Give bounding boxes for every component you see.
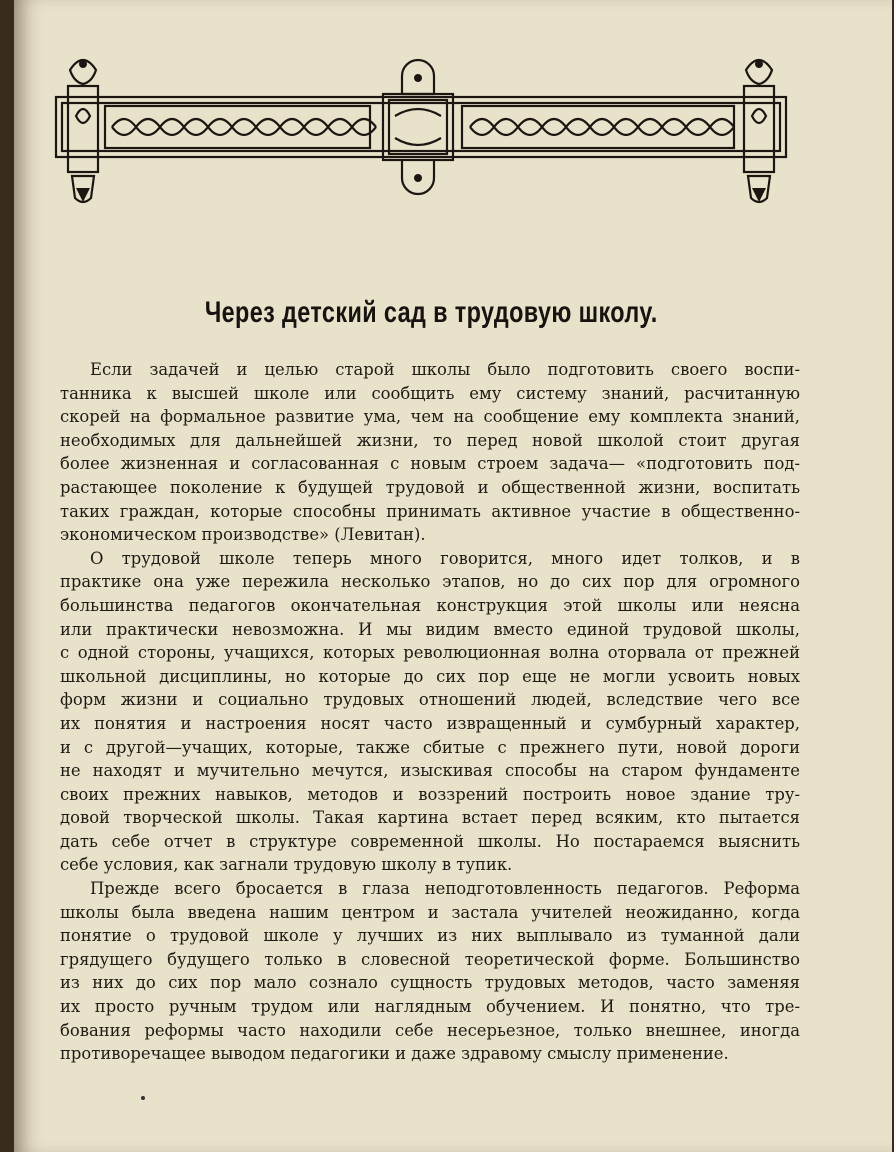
- paragraph: [60, 547, 800, 877]
- text-line: Прежде всего бросается в глаза неподготовленность педагогов. Реформа: [90, 879, 800, 899]
- text-line: растающее поколение к будущей трудовой и общественной жизни, воспитать: [60, 477, 800, 497]
- text-line: довой творческой школы. Такая картина встает перед всяким, кто пытается: [60, 808, 800, 828]
- text-line: с одной стороны, учащихся, которых революционная волна оторвала от прежней: [60, 643, 800, 663]
- text-line: более жизненная и согласованная с новым строем задача— «подготовить под-: [60, 454, 800, 474]
- text-line: форм жизни и социально трудовых отношений людей, вследствие чего все: [60, 690, 800, 710]
- text-line: или практически невозможна. И мы видим вместо единой трудовой школы,: [60, 619, 800, 639]
- text-line: таких граждан, которые способны принимать активное участие в общественно-: [60, 501, 800, 521]
- text-line: танника к высшей школе или сообщить ему систему знаний, расчитанную: [60, 383, 800, 403]
- paragraph: [60, 877, 800, 1066]
- text-line: бования реформы часто находили себе несерьезное, только внешнее, иногда: [60, 1020, 800, 1040]
- text-line: Если задачей и целью старой школы было подготовить своего воспи-: [90, 360, 800, 379]
- text-line: практике она уже пережила несколько этапов, но до сих пор для огромного: [60, 572, 800, 592]
- text-line: скорей на формальное развитие ума, чем на сообщение ему комплекта знаний,: [60, 407, 800, 427]
- book-page: [14, 0, 892, 1152]
- text-line: понятие о трудовой школе у лучших из них выплывало из туманной дали: [60, 926, 800, 946]
- text-line: из них до сих пор мало сознало сущность трудовых методов, часто заменяя: [60, 973, 800, 993]
- text-line: не находят и мучительно мечутся, изыскивая способы на старом фундаменте: [60, 761, 800, 781]
- ornamental-header-border: [50, 56, 792, 211]
- text-line: своих прежних навыков, методов и воззрений построить новое здание тру-: [60, 784, 800, 804]
- text-line: школьной дисциплины, но которые до сих пор еще не могли усвоить новых: [60, 666, 800, 686]
- text-line: экономическом производстве» (Левитан).: [60, 525, 426, 545]
- article-body: [60, 358, 800, 1066]
- text-line: большинства педагогов окончательная конструкция этой школы или неясна: [60, 595, 800, 615]
- text-line: противоречащее выводом педагогики и даже здравому смыслу применение.: [60, 1044, 729, 1064]
- paragraph: [60, 358, 800, 547]
- text-line: О трудовой школе теперь много говорится, много идет толков, и в: [90, 548, 800, 568]
- text-line: себе условия, как загнали трудовую школу в тупик.: [60, 855, 513, 875]
- ink-speck: [141, 1096, 145, 1100]
- chapter-title: Через детский сад в трудовую школу.: [204, 296, 658, 329]
- text-line: их понятия и настроения носят часто извращенный и сумбурный характер,: [60, 713, 800, 733]
- text-line: необходимых для дальнейшей жизни, то перед новой школой стоит другая: [60, 430, 800, 450]
- text-line: школы была введена нашим центром и застала учителей неожиданно, когда: [60, 902, 800, 922]
- text-line: грядущего будущего только в словесной теоретической форме. Большинство: [60, 949, 800, 969]
- text-line: и с другой—учащих, которые, также сбитые с прежнего пути, новой дороги: [60, 737, 800, 757]
- text-line: дать себе отчет в структуре современной школы. Но постараемся выяснить: [60, 831, 800, 851]
- text-line: их просто ручным трудом или наглядным обучением. И понятно, что тре-: [60, 997, 800, 1017]
